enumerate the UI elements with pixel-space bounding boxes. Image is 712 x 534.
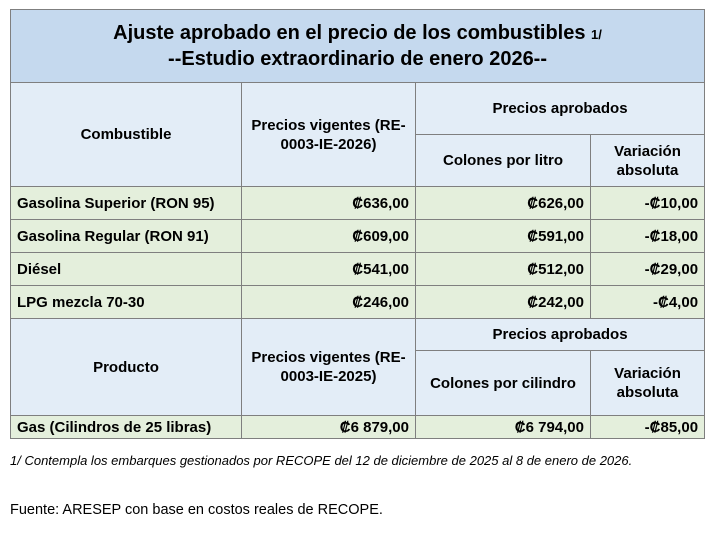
approved-price: ₡512,00	[416, 253, 591, 286]
product-name: Gasolina Regular (RON 91)	[11, 220, 242, 253]
price-variation: -₡85,00	[591, 416, 705, 439]
approved-price: ₡242,00	[416, 286, 591, 319]
header-approved-prices-gas: Precios aprobados	[416, 319, 705, 351]
current-price: ₡636,00	[242, 187, 416, 220]
table-row	[11, 187, 705, 220]
price-variation: -₡10,00	[591, 187, 705, 220]
approved-price: ₡626,00	[416, 187, 591, 220]
header-combustible: Combustible	[11, 83, 242, 187]
approved-price: ₡6 794,00	[416, 416, 591, 439]
header-current-prices-gas: Precios vigentes (RE-0003-IE-2025)	[242, 319, 416, 416]
header-colones-per-cylinder: Colones por cilindro	[416, 351, 591, 416]
price-variation: -₡18,00	[591, 220, 705, 253]
header-approved-prices: Precios aprobados	[416, 83, 705, 135]
table-row	[11, 253, 705, 286]
price-adjustment-table	[10, 9, 705, 439]
source-note: Fuente: ARESEP con base en costos reales de RECOPE.	[10, 502, 383, 518]
current-price: ₡609,00	[242, 220, 416, 253]
table-row	[11, 220, 705, 253]
approved-price: ₡591,00	[416, 220, 591, 253]
footnote: 1/ Contempla los embarques gestionados por RECOPE del 12 de diciembre de 2025 al 8 de enero de 2026.	[10, 453, 633, 468]
price-variation: -₡29,00	[591, 253, 705, 286]
current-price: ₡6 879,00	[242, 416, 416, 439]
header-colones-per-liter: Colones por litro	[416, 135, 591, 187]
product-name: Diésel	[11, 253, 242, 286]
header-variation-gas: Variación absoluta	[591, 351, 705, 416]
table-row	[11, 286, 705, 319]
title-line2: --Estudio extraordinario de enero 2026--	[168, 48, 548, 70]
header-variation: Variación absoluta	[591, 135, 705, 187]
current-price: ₡246,00	[242, 286, 416, 319]
header-current-prices: Precios vigentes (RE-0003-IE-2026)	[242, 83, 416, 187]
current-price: ₡541,00	[242, 253, 416, 286]
product-name: Gas (Cilindros de 25 libras)	[11, 416, 242, 439]
title-note-ref: 1/	[591, 27, 602, 42]
product-name: LPG mezcla 70-30	[11, 286, 242, 319]
title-line1: Ajuste aprobado en el precio de los combustibles	[113, 22, 586, 44]
price-variation: -₡4,00	[591, 286, 705, 319]
price-table-container	[10, 9, 705, 439]
table-row	[11, 416, 705, 439]
table-title	[11, 10, 705, 83]
header-producto: Producto	[11, 319, 242, 416]
product-name: Gasolina Superior (RON 95)	[11, 187, 242, 220]
